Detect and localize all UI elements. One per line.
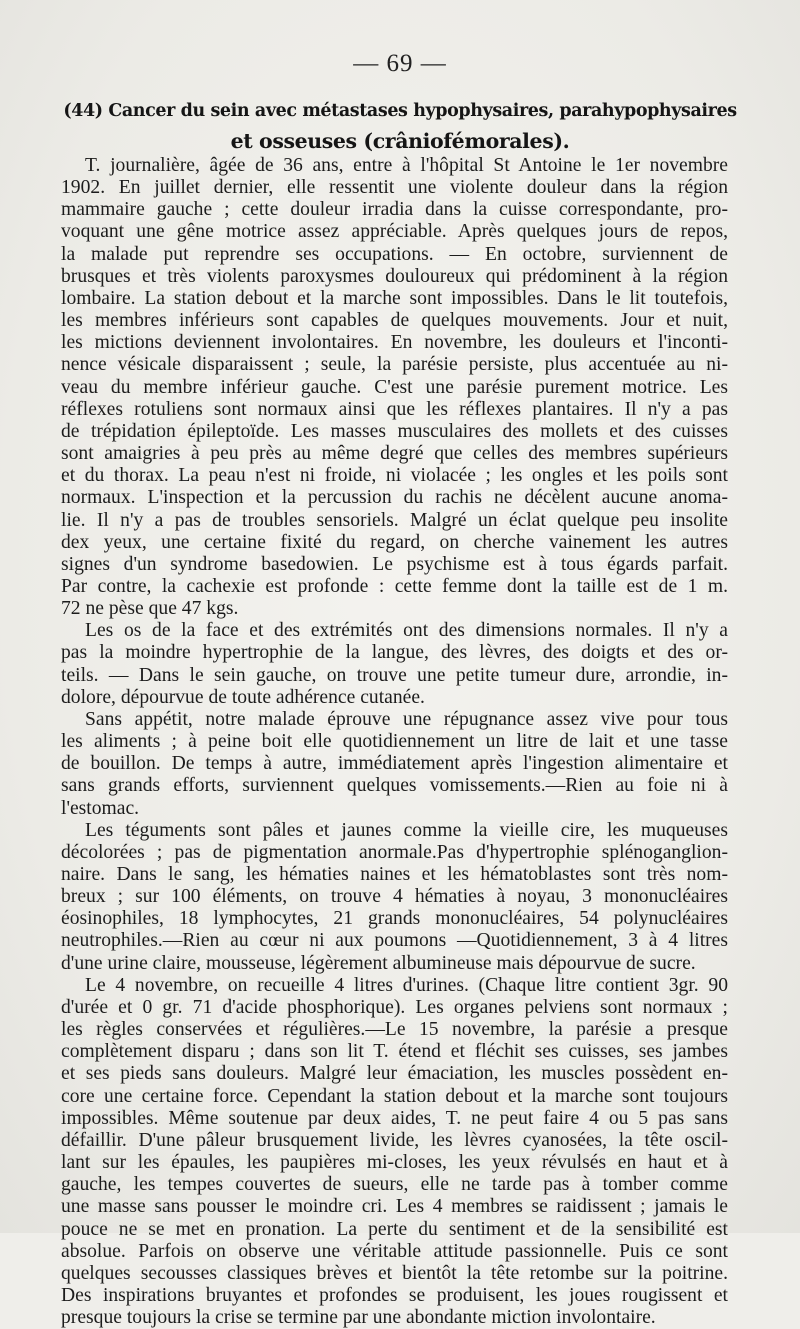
section-title [62, 96, 738, 156]
text-line: les règles conservées et régulières.—Le 15 novembre, la parésie a presque [61, 1019, 728, 1041]
text-line: presque toujours la crise se termine par une abondante miction involontaire. [61, 1307, 656, 1329]
text-line: T. journalière, âgée de 36 ans, entre à l'hôpital St Antoine le 1er novembre [85, 155, 728, 176]
text-line: core une certaine force. Cependant la station debout et la marche sont toujours [61, 1085, 728, 1107]
text-line: défaillir. D'une pâleur brusquement livide, les lèvres cyanosées, la tête oscil- [61, 1129, 728, 1151]
text-line: nence vésicale disparaissent ; seule, la parésie persiste, plus accentuée au ni- [61, 354, 728, 376]
text-line: Les os de la face et des extrémités ont des dimensions normales. Il n'y a [85, 620, 728, 642]
text-line: naire. Dans le sang, les hématies naines et les hématoblastes sont très nom- [61, 864, 728, 885]
text-line: signes d'un syndrome basedowien. Le psychisme est à tous égards parfait. [61, 553, 728, 575]
text-line: pouce ne se met en pronation. La perte du sentiment et de la sensibilité est [61, 1218, 728, 1240]
text-line: sans grands efforts, surviennent quelques vomissements.—Rien au foie ni à [61, 775, 728, 797]
text-line: absolue. Parfois on observe une véritable attitude passionnelle. Puis ce sont [61, 1240, 728, 1262]
text-line: lant sur les épaules, les paupières mi-closes, les yeux révulsés en haut et à [61, 1152, 728, 1174]
text-line: lie. Il n'y a pas de troubles sensoriels. Malgré un éclat quelque peu insolite [61, 509, 728, 531]
paragraph [61, 975, 728, 1329]
text-line: les aliments ; à peine boit elle quotidiennement un litre de lait et une tasse [61, 731, 728, 753]
text-line: de bouillon. De temps à autre, immédiatement après l'ingestion alimentaire et [61, 753, 728, 775]
text-line: complètement disparu ; dans son lit T. étend et fléchit ses cuisses, ses jambes [61, 1041, 728, 1063]
text-line: les mictions deviennent involontaires. En novembre, les douleurs et l'inconti- [61, 332, 728, 354]
text-line: une masse sans pousser le moindre cri. Les 4 membres se raidissent ; jamais le [61, 1196, 728, 1218]
text-line: sont amaigries à peu près au même degré que celles des membres supérieurs [61, 443, 728, 465]
text-line: l'estomac. [61, 797, 140, 819]
text-line: lombaire. La station debout et la marche sont impossibles. Dans le lit toutefois, [61, 287, 728, 309]
text-line: de trépidation épileptoïde. Les masses musculaires des mollets et des cuisses [61, 420, 728, 442]
body-text [61, 155, 728, 1329]
text-line: les membres inférieurs sont capables de quelques mouvements. Jour et nuit, [61, 310, 728, 332]
paragraph [61, 709, 728, 820]
text-line: dolore, dépourvue de toute adhérence cutanée. [61, 686, 425, 708]
text-line: breux ; sur 100 éléments, on trouve 4 hématies à noyau, 3 mononucléaires [61, 886, 728, 908]
section-title-line: et osseuses (crâniofémorales). [230, 129, 570, 153]
text-line: voquant une gêne motrice assez appréciable. Après quelques jours de repos, [61, 221, 728, 243]
text-line: normaux. L'inspection et la percussion du rachis ne décèlent aucune anoma- [61, 487, 728, 509]
text-line: impossibles. Même soutenue par deux aides, T. ne peut faire 4 ou 5 pas sans [61, 1107, 728, 1129]
text-line: décolorées ; pas de pigmentation anormale.Pas d'hypertrophie splénoganglion- [61, 841, 728, 863]
text-line: Par contre, la cachexie est profonde : cette femme dont la taille est de 1 m. [61, 575, 728, 597]
paragraph [61, 820, 728, 975]
text-line: teils. — Dans le sein gauche, on trouve une petite tumeur dure, arrondie, in- [61, 664, 728, 686]
text-line: la malade put reprendre ses occupations. — En octobre, surviennent de [61, 243, 728, 265]
text-line: et ses pieds sans douleurs. Malgré leur émaciation, les muscles possèdent en- [61, 1063, 728, 1085]
text-line: Sans appétit, notre malade éprouve une répugnance assez vive pour tous [85, 708, 728, 730]
paragraph [61, 155, 728, 620]
paragraph [61, 620, 728, 709]
text-line: Des inspirations bruyantes et profondes se produisent, les joues rougissent et [61, 1284, 728, 1306]
text-line: quelques secousses classiques brèves et bientôt la tête retombe sur la poitrine. [61, 1262, 728, 1284]
text-line: Les téguments sont pâles et jaunes comme la vieille cire, les muqueuses [85, 819, 728, 841]
text-line: éosinophiles, 18 lymphocytes, 21 grands mononucléaires, 54 polynucléaires [61, 908, 728, 930]
text-line: réflexes rotuliens sont normaux ainsi que les réflexes plantaires. Il n'y a pas [61, 398, 728, 420]
text-line: dex yeux, une certaine fixité du regard, on cherche vainement les autres [61, 531, 728, 553]
text-line: d'urée et 0 gr. 71 d'acide phosphorique). Les organes pelviens sont normaux ; [61, 996, 728, 1018]
text-line: Le 4 novembre, on recueille 4 litres d'urines. (Chaque litre contient 3gr. 90 [85, 974, 728, 996]
text-line: pas la moindre hypertrophie de la langue, des lèvres, des doigts et des or- [61, 642, 728, 664]
text-line: brusques et très violents paroxysmes douloureux qui prédominent à la région [61, 265, 728, 287]
page-number: — 69 — [353, 50, 447, 77]
text-line: 1902. En juillet dernier, elle ressentit une violente douleur dans la région [61, 177, 728, 199]
text-line: neutrophiles.—Rien au cœur ni aux poumons —Quotidiennement, 3 à 4 litres [61, 930, 728, 952]
text-line: veau du membre inférieur gauche. C'est une parésie purement motrice. Les [61, 376, 728, 398]
text-line: et du thorax. La peau n'est ni froide, ni violacée ; les ongles et les poils sont [61, 465, 728, 487]
text-line: 72 ne pèse que 47 kgs. [61, 598, 239, 620]
text-line: gauche, les tempes couvertes de sueurs, elle ne tarde pas à tomber comme [61, 1174, 728, 1196]
text-line: mammaire gauche ; cette douleur irradia dans la cuisse correspondante, pro- [61, 199, 728, 221]
text-line: d'une urine claire, mousseuse, légèrement albumineuse mais dépourvue de sucre. [61, 952, 696, 974]
section-title-line: (44) Cancer du sein avec métastases hypophysaires, parahypophysaires [63, 101, 737, 121]
